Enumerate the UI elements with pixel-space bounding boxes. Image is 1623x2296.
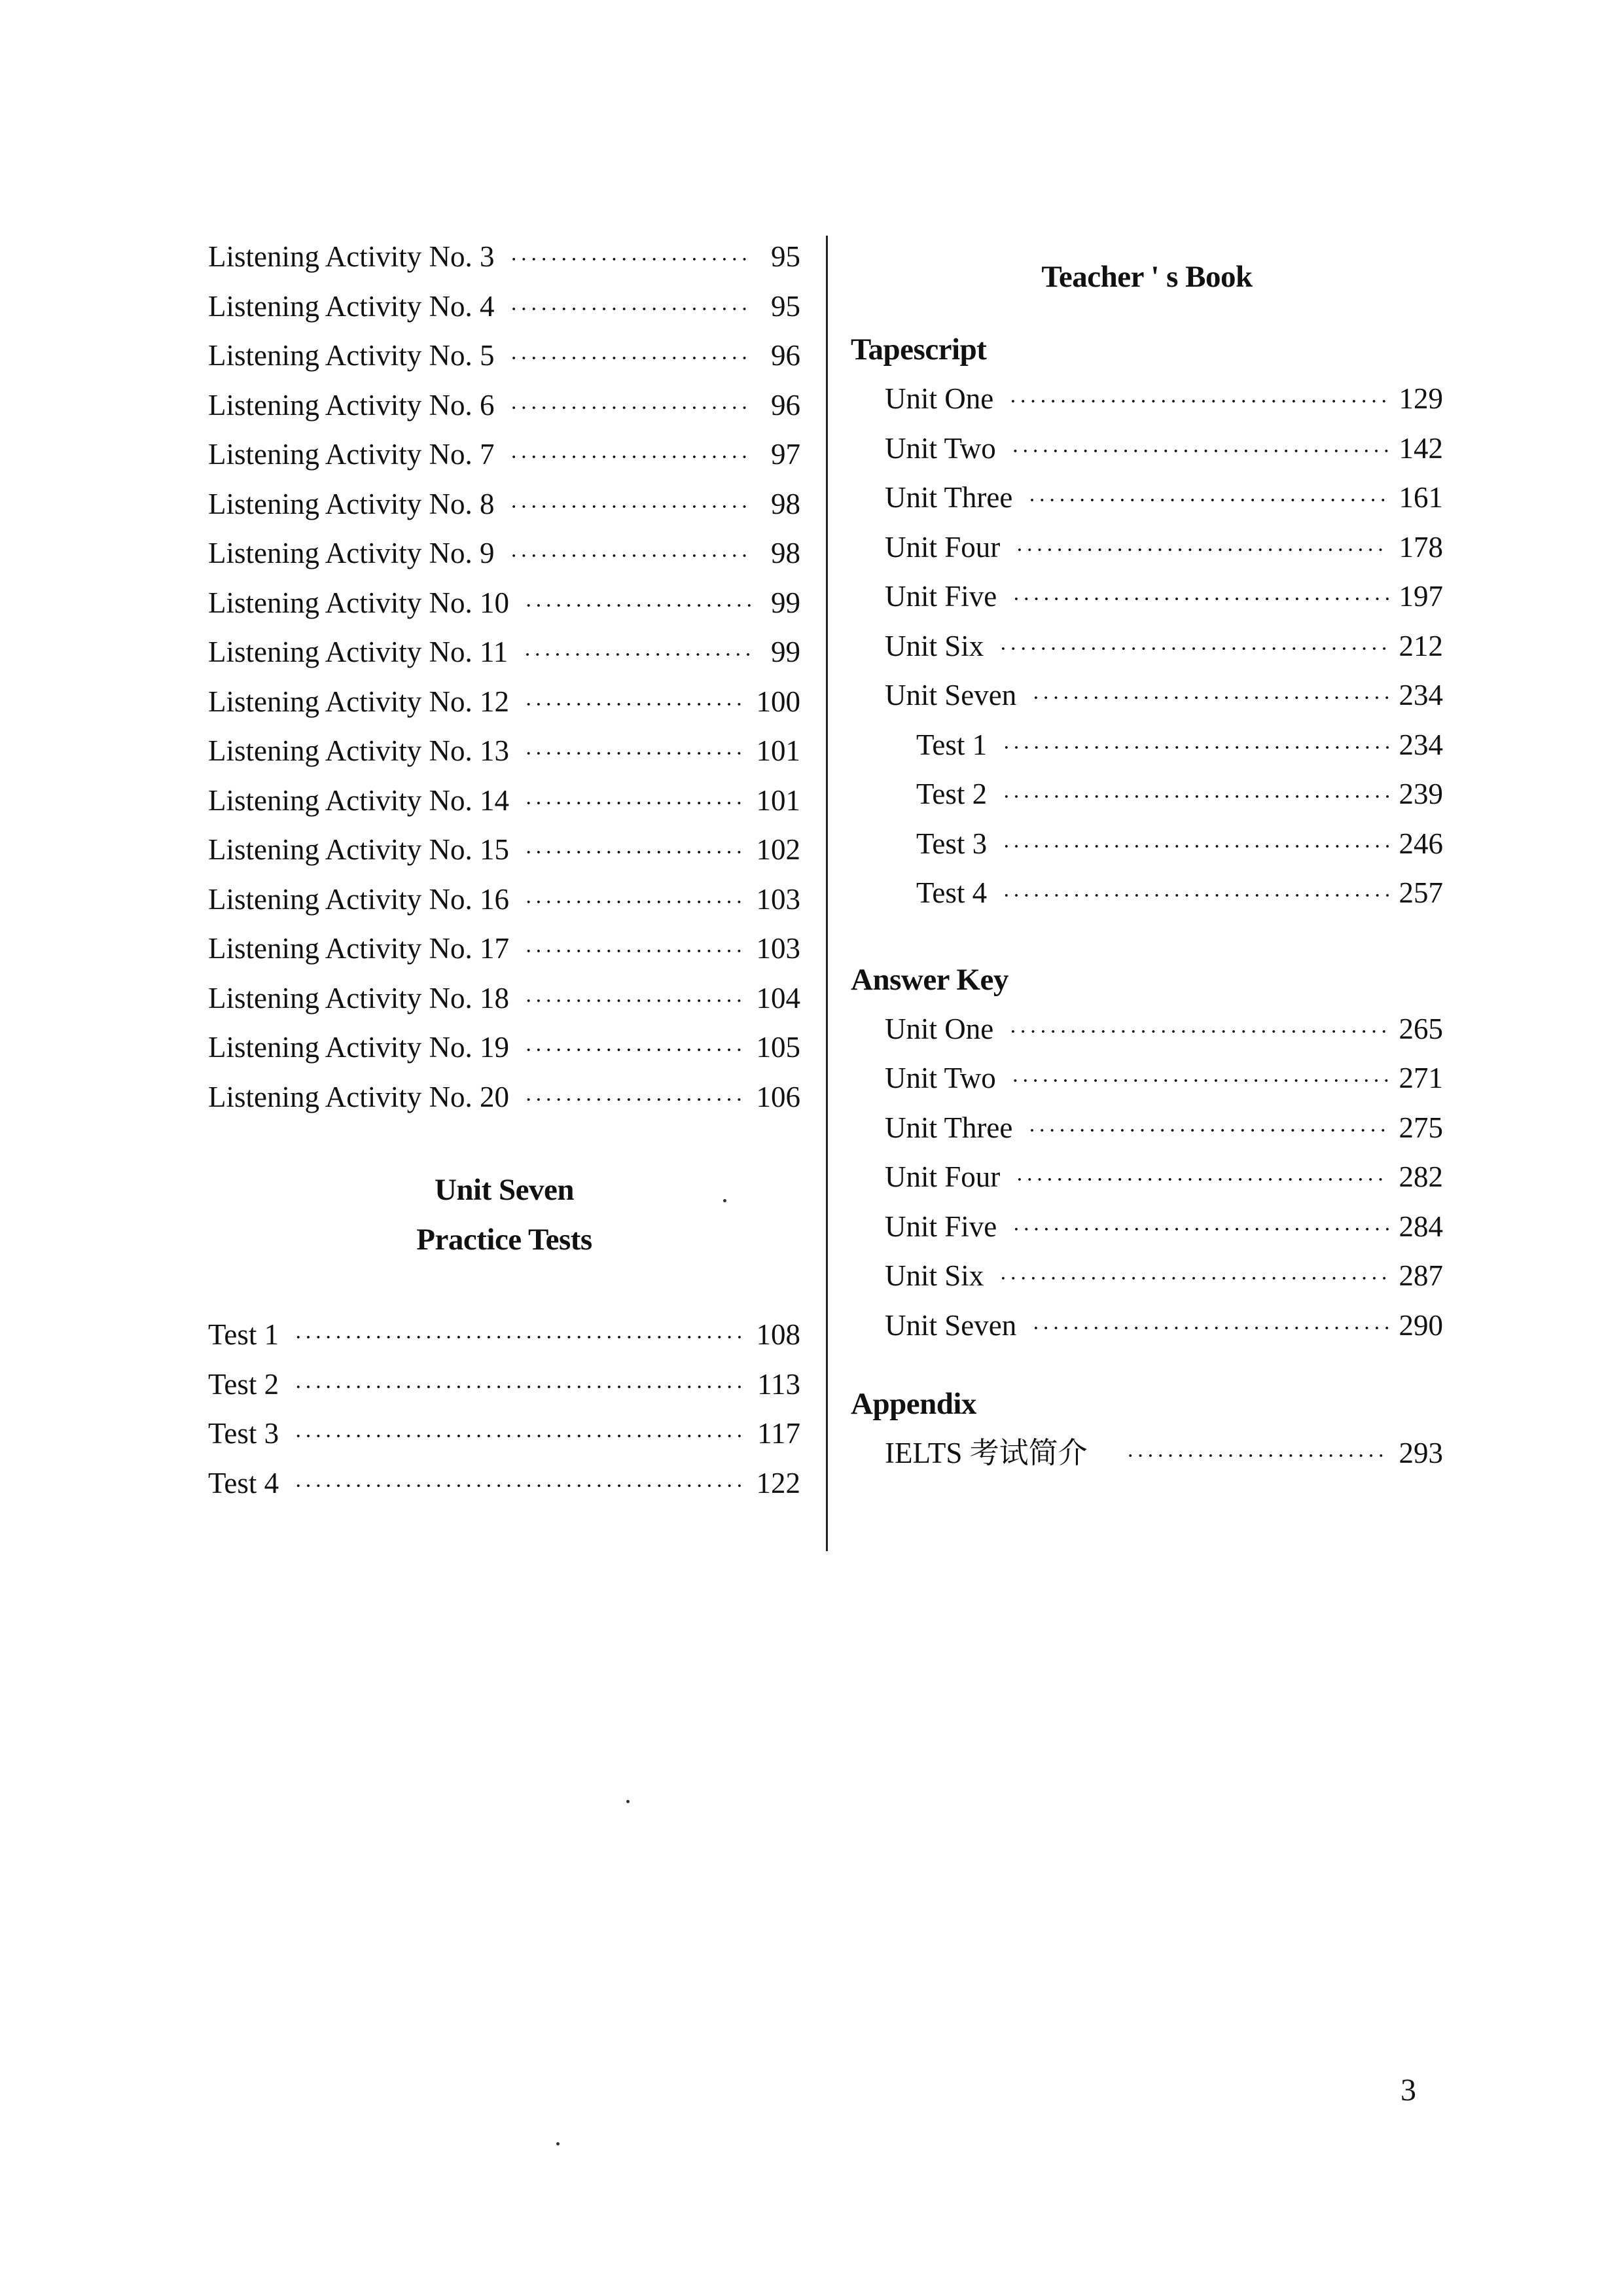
toc-entry-label: Listening Activity No. 6 — [208, 388, 495, 422]
toc-entry-label: Test 3 — [208, 1417, 279, 1450]
leader-dots — [525, 779, 746, 829]
leader-dots — [1012, 427, 1389, 476]
listening-activities-list — [208, 232, 800, 1122]
toc-entry[interactable] — [208, 1073, 800, 1122]
toc-entry[interactable] — [208, 875, 800, 925]
scan-speck — [626, 1800, 630, 1803]
toc-entry-label: Listening Activity No. 13 — [208, 734, 509, 767]
toc-entry-page: 96 — [771, 388, 800, 422]
leader-dots — [1127, 1431, 1389, 1481]
toc-entry[interactable] — [851, 622, 1443, 672]
toc-entry-page: 197 — [1399, 580, 1443, 613]
toc-entry[interactable] — [851, 1103, 1443, 1153]
toc-entry-page: 98 — [771, 487, 800, 520]
toc-entry-label: Unit Three — [885, 481, 1013, 514]
toc-entry-page: 129 — [1399, 382, 1443, 415]
toc-entry[interactable] — [851, 1153, 1443, 1202]
toc-entry-page: 271 — [1399, 1062, 1443, 1094]
toc-entry-label: Listening Activity No. 11 — [208, 636, 508, 668]
toc-entry-label: Listening Activity No. 19 — [208, 1031, 509, 1064]
toc-entry-label: Unit Two — [885, 1062, 996, 1094]
toc-entry[interactable] — [208, 282, 800, 332]
toc-entry-page: 95 — [771, 240, 800, 273]
toc-entry[interactable] — [208, 331, 800, 381]
toc-entry-page: 100 — [756, 685, 800, 718]
leader-dots — [999, 1254, 1388, 1304]
toc-entry[interactable] — [208, 628, 800, 677]
toc-entry[interactable] — [208, 1310, 800, 1360]
toc-entry[interactable] — [208, 825, 800, 875]
toc-entry-page: 234 — [1399, 728, 1443, 761]
toc-entry-label: Test 2 — [208, 1367, 279, 1401]
leader-dots — [1003, 822, 1388, 872]
leader-dots — [525, 1075, 746, 1125]
toc-entry[interactable] — [208, 1023, 800, 1073]
toc-entry-page: 101 — [756, 783, 800, 817]
scan-speck — [556, 2142, 560, 2145]
toc-entry-page: 290 — [1399, 1308, 1443, 1342]
toc-entry-page: 212 — [1399, 629, 1443, 662]
leader-dots — [1012, 1205, 1388, 1255]
toc-entry-page: 142 — [1399, 431, 1443, 465]
page-number: 3 — [1400, 2073, 1416, 2108]
toc-entry[interactable] — [851, 770, 1443, 819]
leader-dots — [999, 624, 1388, 674]
toc-entry-label: Listening Activity No. 4 — [208, 289, 495, 323]
toc-entry-page: 108 — [756, 1318, 800, 1351]
toc-entry-label: Test 4 — [916, 876, 988, 909]
toc-entry-label: Unit One — [885, 1012, 994, 1045]
leader-dots — [1016, 1155, 1388, 1205]
toc-entry-page: 97 — [771, 438, 800, 471]
leader-dots — [510, 531, 751, 581]
toc-entry[interactable] — [851, 869, 1443, 918]
toc-entry[interactable] — [208, 529, 800, 579]
toc-entry-label: Listening Activity No. 17 — [208, 932, 509, 965]
toc-entry-label: Listening Activity No. 9 — [208, 537, 495, 569]
toc-entry-page: 161 — [1399, 481, 1443, 514]
leader-dots — [525, 680, 746, 730]
toc-entry-label: Unit Five — [885, 1210, 997, 1243]
appendix-list — [851, 1429, 1443, 1479]
leader-dots — [524, 630, 751, 680]
toc-entry-label: Unit Six — [885, 1259, 984, 1292]
toc-entry[interactable] — [851, 671, 1443, 721]
toc-entry-page: 101 — [756, 734, 800, 767]
leader-dots — [1009, 377, 1388, 427]
toc-entry-page: 113 — [757, 1367, 800, 1401]
leader-dots — [525, 1026, 746, 1075]
toc-entry[interactable] — [851, 1202, 1443, 1252]
leader-dots — [1028, 476, 1388, 526]
answer-key-heading: Answer Key — [851, 962, 1008, 997]
toc-entry-page: 178 — [1399, 530, 1443, 564]
toc-entry-label: Unit Seven — [885, 1308, 1017, 1342]
toc-entry[interactable] — [208, 480, 800, 529]
appendix-heading: Appendix — [851, 1387, 976, 1421]
leader-dots — [525, 729, 746, 779]
leader-dots — [510, 384, 751, 433]
leader-dots — [1003, 723, 1388, 773]
toc-entry-label: Test 1 — [208, 1318, 279, 1351]
toc-entry-page: 282 — [1399, 1160, 1443, 1193]
leader-dots — [1012, 1056, 1389, 1106]
leader-dots — [294, 1462, 745, 1511]
toc-entry-page: 98 — [771, 537, 800, 569]
toc-entry-page: 122 — [756, 1466, 800, 1499]
leader-dots — [525, 927, 746, 977]
toc-entry-label: Listening Activity No. 10 — [208, 586, 509, 619]
toc-entry-page: 293 — [1399, 1437, 1443, 1469]
leader-dots — [510, 285, 751, 334]
toc-entry[interactable] — [208, 776, 800, 826]
leader-dots — [1016, 526, 1388, 575]
toc-entry[interactable] — [851, 473, 1443, 523]
practice-tests-list — [208, 1310, 800, 1508]
toc-entry[interactable] — [208, 579, 800, 628]
toc-entry-page: 234 — [1399, 679, 1443, 711]
toc-entry[interactable] — [851, 1005, 1443, 1054]
leader-dots — [510, 482, 751, 532]
toc-entry[interactable] — [851, 1429, 1443, 1479]
toc-entry-label: Listening Activity No. 20 — [208, 1080, 509, 1113]
leader-dots — [525, 878, 746, 927]
toc-entry[interactable] — [851, 1054, 1443, 1103]
toc-entry-label: Unit Three — [885, 1111, 1013, 1144]
column-divider — [826, 236, 828, 1551]
toc-entry-page: 287 — [1399, 1259, 1443, 1292]
leader-dots — [525, 828, 746, 878]
leader-dots — [1003, 772, 1388, 822]
toc-entry-label: Unit Four — [885, 1160, 1001, 1193]
toc-entry-label: Listening Activity No. 16 — [208, 882, 509, 916]
toc-entry[interactable] — [851, 523, 1443, 573]
toc-entry[interactable] — [208, 677, 800, 727]
tapescript-heading: Tapescript — [851, 332, 987, 367]
toc-entry-label: Listening Activity No. 7 — [208, 438, 495, 471]
toc-entry-page: 239 — [1399, 778, 1443, 810]
answer-key-list — [851, 1005, 1443, 1351]
leader-dots — [1012, 575, 1388, 624]
leader-dots — [1009, 1007, 1388, 1057]
toc-entry[interactable] — [851, 1251, 1443, 1301]
leader-dots — [1003, 871, 1388, 921]
toc-entry[interactable] — [851, 374, 1443, 424]
toc-entry-page: 284 — [1399, 1210, 1443, 1243]
toc-entry-page: 99 — [771, 636, 800, 668]
toc-entry-label: Unit Two — [885, 431, 996, 465]
leader-dots — [294, 1363, 747, 1412]
leader-dots — [525, 581, 751, 631]
leader-dots — [1032, 1304, 1388, 1354]
toc-entry-label: Listening Activity No. 5 — [208, 339, 495, 372]
right-column — [851, 232, 1443, 1479]
toc-entry-page: 117 — [757, 1417, 800, 1450]
toc-entry[interactable] — [208, 1360, 800, 1410]
book-title: Teacher ' s Book — [1041, 260, 1253, 294]
toc-entry-label: Test 1 — [916, 728, 988, 761]
toc-entry-label: Test 4 — [208, 1466, 279, 1499]
leader-dots — [510, 433, 751, 482]
leader-dots — [294, 1313, 745, 1363]
toc-entry-label: Unit One — [885, 382, 994, 415]
toc-entry-label: Unit Five — [885, 580, 997, 613]
toc-entry[interactable] — [851, 424, 1443, 474]
toc-entry-page: 95 — [771, 289, 800, 323]
toc-entry-label: Listening Activity No. 8 — [208, 487, 495, 520]
toc-entry[interactable] — [851, 1301, 1443, 1351]
toc-entry-label: Listening Activity No. 15 — [208, 833, 509, 866]
toc-entry-page: 106 — [756, 1080, 800, 1113]
toc-entry-page: 105 — [756, 1031, 800, 1064]
toc-entry[interactable] — [208, 1459, 800, 1509]
toc-entry[interactable] — [208, 430, 800, 480]
toc-entry-label: Unit Six — [885, 629, 984, 662]
toc-entry[interactable] — [208, 381, 800, 431]
toc-entry-label: Listening Activity No. 18 — [208, 981, 509, 1014]
toc-entry[interactable] — [851, 819, 1443, 869]
toc-entry[interactable] — [208, 726, 800, 776]
toc-entry[interactable] — [851, 721, 1443, 770]
toc-entry-page: 246 — [1399, 827, 1443, 860]
leader-dots — [1028, 1106, 1388, 1156]
leader-dots — [525, 977, 746, 1026]
toc-entry-page: 104 — [756, 981, 800, 1014]
toc-entry-page: 103 — [756, 932, 800, 965]
leader-dots — [510, 235, 751, 285]
toc-entry[interactable] — [208, 232, 800, 282]
left-column — [208, 232, 800, 1508]
toc-entry[interactable] — [851, 572, 1443, 622]
toc-entry-label: Test 2 — [916, 778, 988, 810]
toc-entry-page: 102 — [756, 833, 800, 866]
leader-dots — [294, 1412, 747, 1462]
scan-speck — [723, 1199, 726, 1202]
toc-entry-page: 265 — [1399, 1012, 1443, 1045]
toc-entry-label: Listening Activity No. 14 — [208, 783, 509, 817]
toc-entry-page: 99 — [771, 586, 800, 619]
toc-entry[interactable] — [208, 974, 800, 1024]
toc-entry-label: Unit Four — [885, 530, 1001, 564]
unit-title: Unit Seven — [434, 1173, 575, 1207]
toc-entry[interactable] — [208, 924, 800, 974]
leader-dots — [1032, 673, 1388, 723]
toc-entry-label: Unit Seven — [885, 679, 1017, 711]
leader-dots — [510, 334, 751, 384]
toc-entry-page: 275 — [1399, 1111, 1443, 1144]
toc-entry-label: Listening Activity No. 12 — [208, 685, 509, 718]
toc-entry[interactable] — [208, 1409, 800, 1459]
toc-entry-page: 96 — [771, 339, 800, 372]
toc-entry-label: Test 3 — [916, 827, 988, 860]
toc-entry-label: Listening Activity No. 3 — [208, 240, 495, 273]
toc-entry-page: 257 — [1399, 876, 1443, 909]
toc-entry-label: IELTS 考试简介 — [885, 1437, 1088, 1469]
unit-subtitle: Practice Tests — [416, 1223, 592, 1257]
toc-entry-page: 103 — [756, 882, 800, 916]
tapescript-list — [851, 374, 1443, 918]
